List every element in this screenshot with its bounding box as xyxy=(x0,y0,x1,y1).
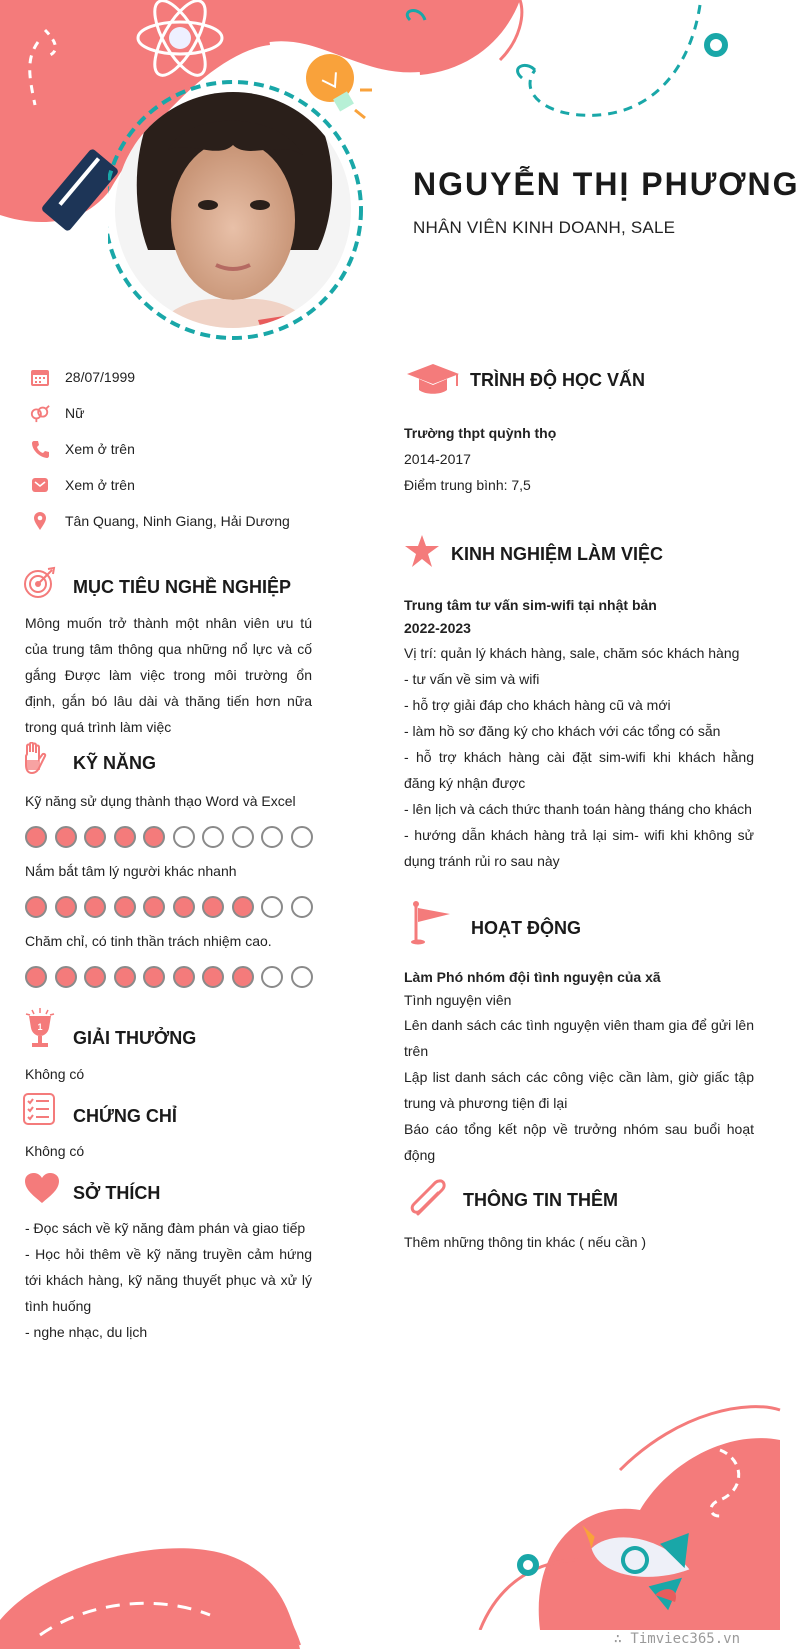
hobbies-list xyxy=(25,1215,312,1345)
rating-dot-filled xyxy=(143,966,165,988)
education-content xyxy=(404,420,754,498)
company-name: Trung tâm tư vấn sim-wifi tại nhật bản xyxy=(404,597,657,613)
rating-dot-empty xyxy=(291,966,313,988)
flag-icon xyxy=(410,900,452,951)
experience-line: - hỗ trợ giải đáp cho khách hàng cũ và mới xyxy=(404,697,671,713)
rating-dot-filled xyxy=(84,966,106,988)
rating-dot-filled xyxy=(173,966,195,988)
skill-rating xyxy=(25,896,313,918)
additional-title: THÔNG TIN THÊM xyxy=(463,1190,618,1210)
experience-line: - hướng dẫn khách hàng trả lại sim- wifi khi không sử dụng tránh rủi ro sau này xyxy=(404,827,754,869)
rating-dot-empty xyxy=(232,826,254,848)
objective-text: Mông muốn trở thành một nhân viên ưu tú của trung tâm thông qua những nổ lực và cố gắng Được làm việc trong môi trường ổn định, gắn bó lâu dài và thăng tiến hơn nữa trong quá trình làm việc xyxy=(25,615,312,735)
rating-dot-empty xyxy=(261,966,283,988)
star-icon xyxy=(404,534,440,573)
experience-line: - hỗ trợ khách hàng cài đặt sim-wifi khi khách hằng đăng ký nhận được xyxy=(404,749,754,791)
gender-icon xyxy=(30,403,50,423)
activity-line: Báo cáo tổng kết nộp về trưởng nhóm sau buổi hoạt động xyxy=(404,1121,754,1163)
hobby-item: - Học hỏi thêm về kỹ năng truyền cảm hứng tới khách hàng, kỹ năng thuyết phục và xử lý tình huống xyxy=(25,1246,312,1314)
rating-dot-filled xyxy=(25,826,47,848)
rating-dot-filled xyxy=(25,966,47,988)
experience-line: - làm hồ sơ đăng ký cho khách với các tổng có sẵn xyxy=(404,723,721,739)
rating-dot-filled xyxy=(173,896,195,918)
hobby-item: - nghe nhạc, du lịch xyxy=(25,1324,148,1340)
rating-dot-filled xyxy=(202,896,224,918)
checklist-icon xyxy=(23,1093,55,1130)
hobbies-title: SỞ THÍCH xyxy=(73,1183,161,1203)
calendar-icon xyxy=(30,367,50,387)
activities-title: HOẠT ĐỘNG xyxy=(471,918,581,938)
rating-dot-filled xyxy=(55,896,77,918)
rating-dot-filled xyxy=(202,966,224,988)
contact-birthdate: 28/07/1999 xyxy=(30,365,50,389)
experience-years: 2022-2023 xyxy=(404,620,471,636)
awards-title: GIẢI THƯỞNG xyxy=(73,1028,197,1048)
hobby-item: - Đọc sách về kỹ năng đàm phán và giao tiếp xyxy=(25,1220,306,1236)
skill-rating xyxy=(25,966,313,988)
awards-text: Không có xyxy=(25,1066,85,1082)
activity-role: Tình nguyện viên xyxy=(404,992,512,1008)
skills-title: KỸ NĂNG xyxy=(73,753,157,773)
contact-address: Tân Quang, Ninh Giang, Hải Dương xyxy=(30,509,50,533)
rating-dot-empty xyxy=(291,896,313,918)
rating-dot-filled xyxy=(84,826,106,848)
education-years: 2014-2017 xyxy=(404,451,471,467)
rating-dot-empty xyxy=(173,826,195,848)
graduation-cap-icon xyxy=(405,362,461,401)
experience-content xyxy=(404,594,754,874)
rating-dot-filled xyxy=(114,826,136,848)
experience-line: - tư vấn về sim và wifi xyxy=(404,671,540,687)
candidate-name: NGUYỄN THỊ PHƯƠNG xyxy=(413,166,800,202)
job-title: NHÂN VIÊN KINH DOANH, SALE xyxy=(413,218,676,237)
contact-gender: Nữ xyxy=(30,401,50,425)
heart-icon xyxy=(24,1172,60,1209)
paperclip-icon xyxy=(408,1178,450,1223)
activity-line: Lên danh sách các tình nguyện viên tham gia để gửi lên trên xyxy=(404,1017,754,1059)
rating-dot-filled xyxy=(55,826,77,848)
rating-dot-filled xyxy=(232,966,254,988)
rating-dot-empty xyxy=(202,826,224,848)
hand-icon xyxy=(22,742,48,779)
email-icon xyxy=(30,475,50,495)
activity-org: Làm Phó nhóm đội tình nguyện của xã xyxy=(404,969,661,985)
activity-line: Lập list danh sách các công việc cần làm, giờ giấc tập trung và phương tiện đi lại xyxy=(404,1069,754,1111)
footer-decoration-right xyxy=(470,1390,800,1630)
target-icon xyxy=(22,566,56,605)
objective-title: MỤC TIÊU NGHỀ NGHIỆP xyxy=(73,577,292,597)
footer-decoration-left xyxy=(0,1520,320,1649)
contact-phone: Xem ở trên xyxy=(30,437,50,461)
watermark: ∴ Timviec365.vn xyxy=(613,1631,740,1647)
profile-photo xyxy=(108,80,378,350)
rating-dot-filled xyxy=(114,966,136,988)
rating-dot-empty xyxy=(261,896,283,918)
rating-dot-filled xyxy=(25,896,47,918)
rating-dot-filled xyxy=(114,896,136,918)
skill-rating xyxy=(25,826,313,848)
education-title: TRÌNH ĐỘ HỌC VẤN xyxy=(470,370,645,390)
rating-dot-filled xyxy=(55,966,77,988)
skill-name: Nắm bắt tâm lý người khác nhanh xyxy=(25,863,237,879)
skill-name: Chăm chỉ, có tinh thần trách nhiệm cao. xyxy=(25,933,272,949)
rating-dot-filled xyxy=(84,896,106,918)
additional-text: Thêm những thông tin khác ( nếu cần ) xyxy=(404,1234,647,1250)
experience-line: - lên lịch và cách thức thanh toán hàng tháng cho khách xyxy=(404,801,752,817)
experience-title: KINH NGHIỆM LÀM VIỆC xyxy=(451,544,664,564)
school-name: Trường thpt quỳnh thọ xyxy=(404,425,557,441)
phone-icon xyxy=(30,439,50,459)
rating-dot-empty xyxy=(291,826,313,848)
skill-name: Kỹ năng sử dụng thành thạo Word và Excel xyxy=(25,793,296,809)
certificates-text: Không có xyxy=(25,1143,85,1159)
rating-dot-filled xyxy=(232,896,254,918)
rating-dot-empty xyxy=(261,826,283,848)
activities-content xyxy=(404,966,754,1168)
svg-text:1: 1 xyxy=(37,1022,43,1032)
rating-dot-filled xyxy=(143,826,165,848)
rating-dot-filled xyxy=(143,896,165,918)
experience-line: Vị trí: quản lý khách hàng, sale, chăm sóc khách hàng xyxy=(404,645,740,661)
contact-email: Xem ở trên xyxy=(30,473,50,497)
education-gpa: Điểm trung bình: 7,5 xyxy=(404,477,531,493)
trophy-icon xyxy=(24,1008,56,1055)
location-pin-icon xyxy=(30,511,50,531)
certificates-title: CHỨNG CHỈ xyxy=(73,1106,177,1126)
